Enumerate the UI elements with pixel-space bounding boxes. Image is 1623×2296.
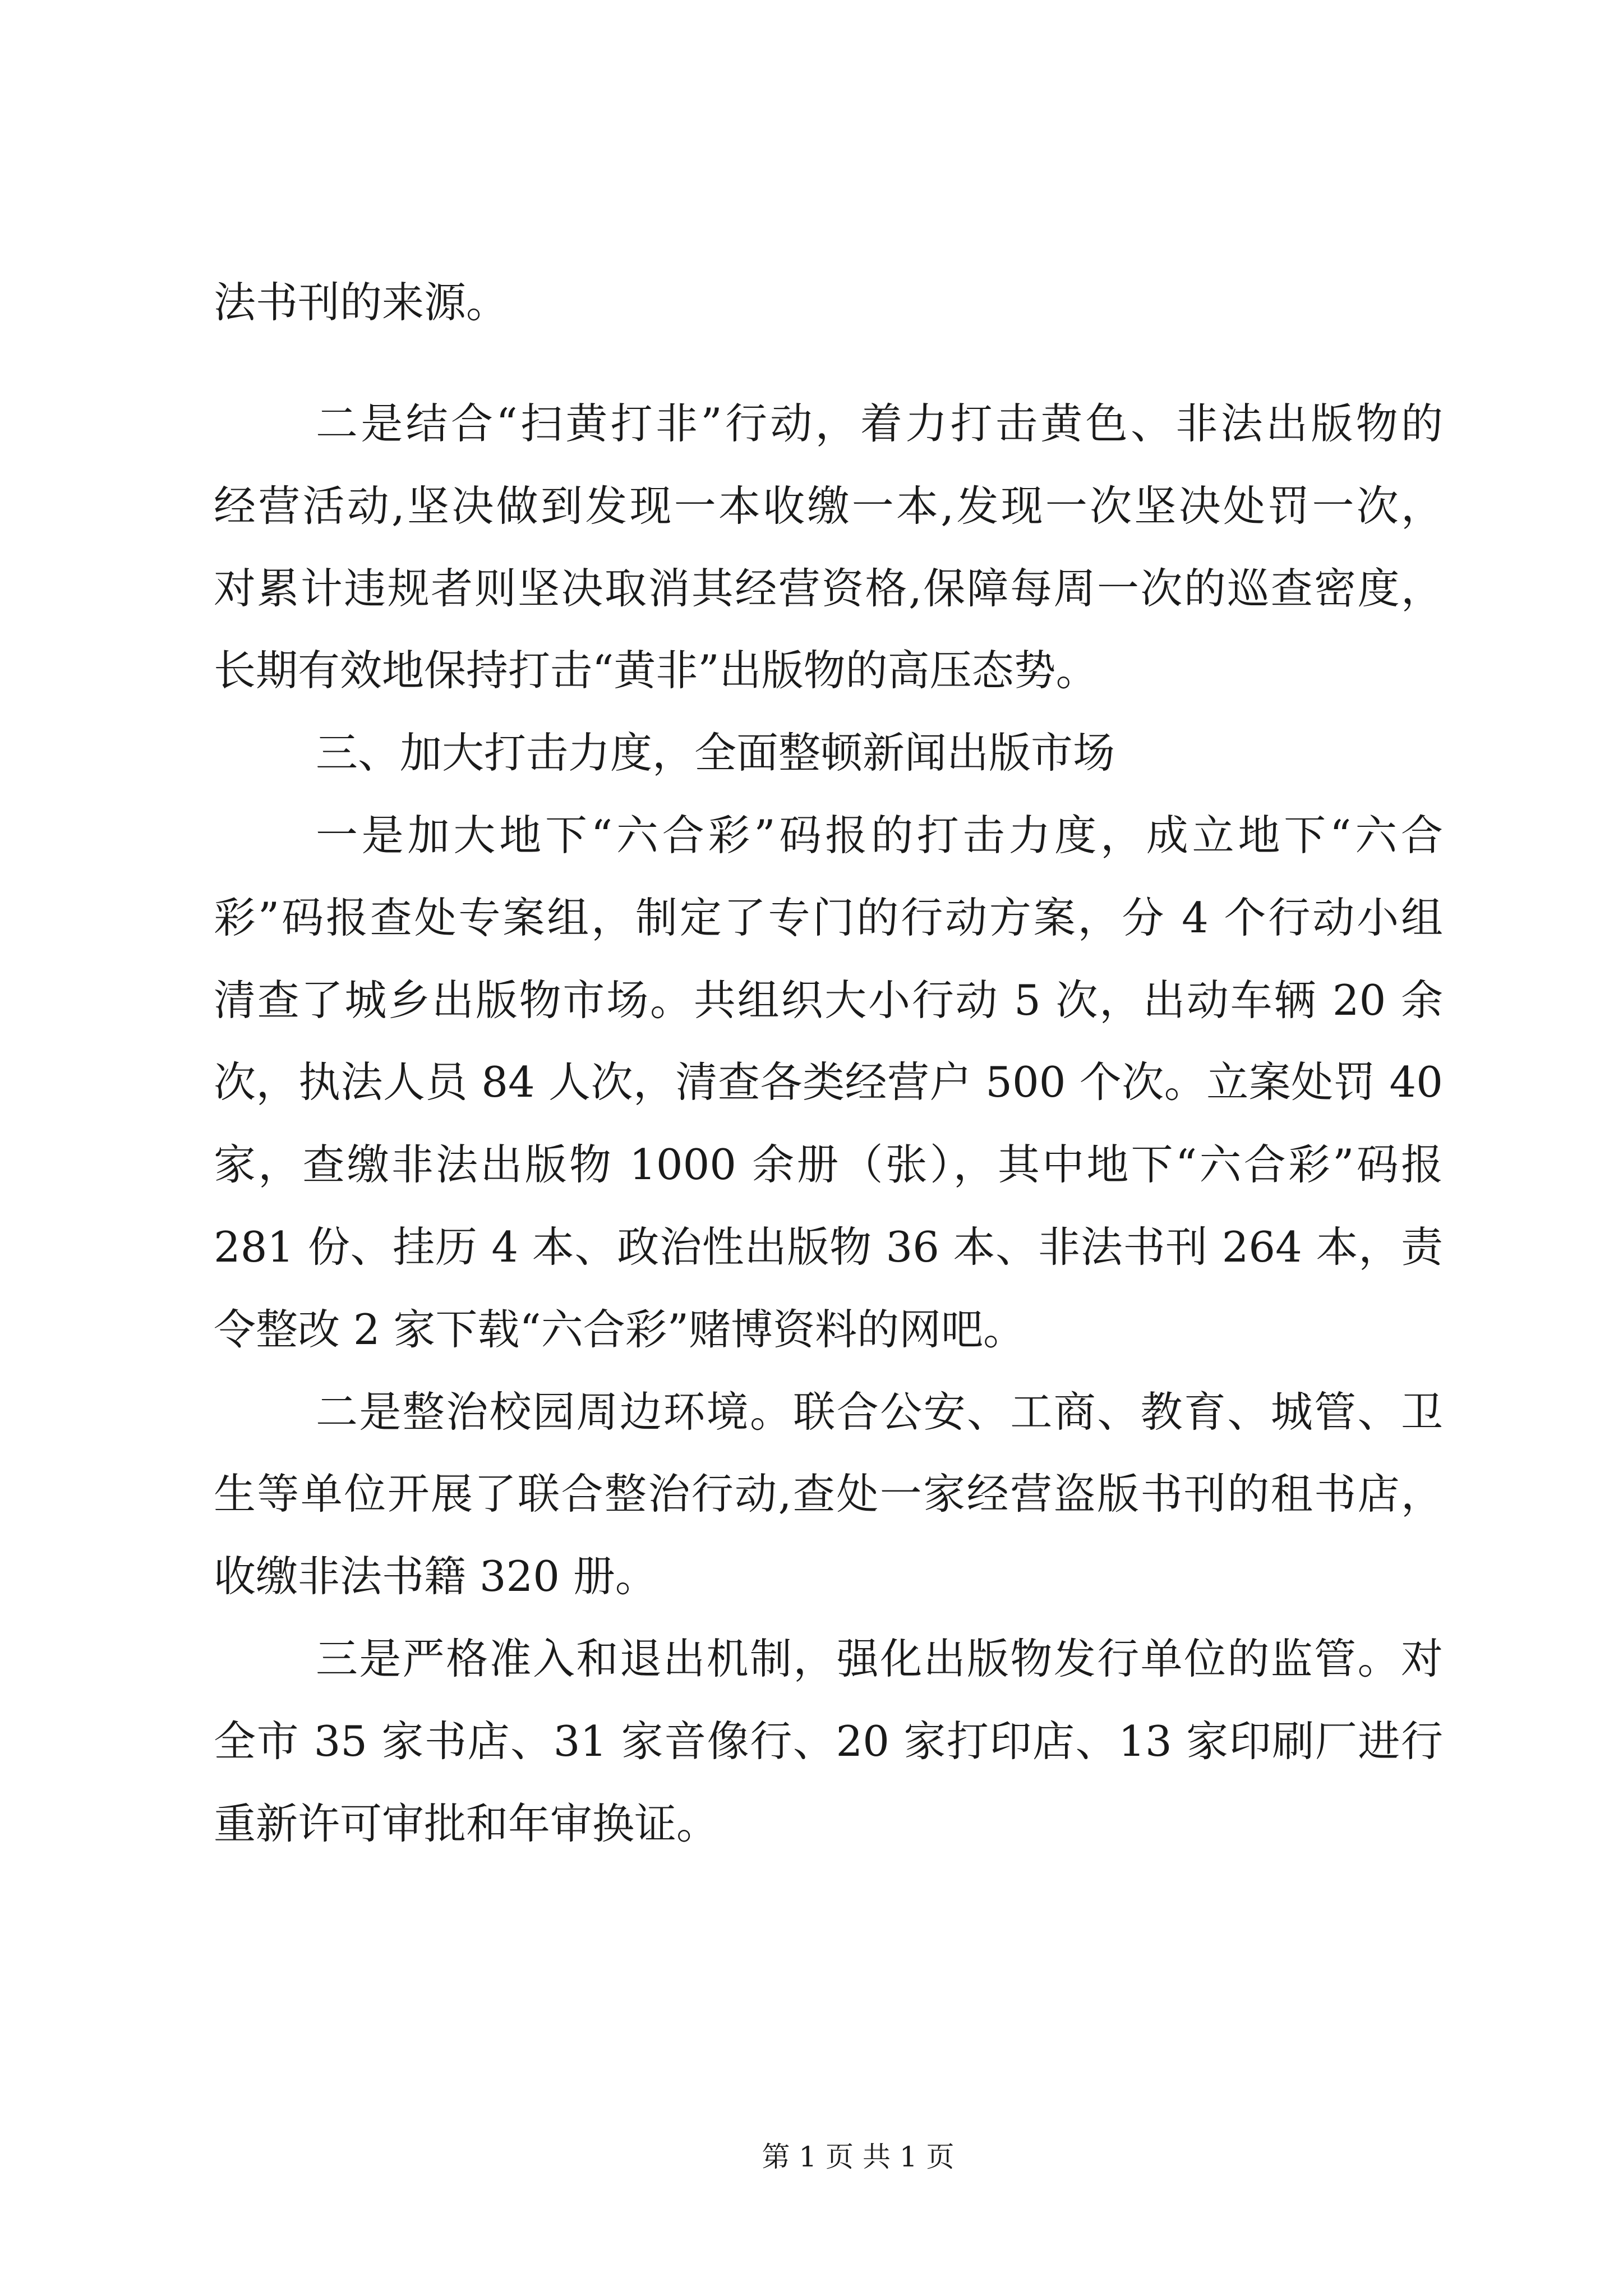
text-line: 令整改 2 家下载“六合彩”赌博资料的网吧。: [214, 1304, 1026, 1354]
paragraph: [214, 794, 1443, 1371]
text-line: 家，查缴非法出版物 1000 余册（张），其中地下“六合彩”码报: [214, 1140, 1443, 1190]
section-heading: [214, 712, 1443, 794]
text-line: 一是加大地下“六合彩”码报的打击力度，成立地下“六合: [316, 810, 1443, 860]
paragraph: [214, 1618, 1443, 1865]
text-line: 清查了城乡出版物市场。共组织大小行动 5 次，出动车辆 20 余: [214, 975, 1443, 1025]
text-line: 二是整治校园周边环境。联合公安、工商、教育、城管、卫: [316, 1387, 1443, 1437]
page-footer: 第 1 页 共 1 页: [762, 2141, 955, 2173]
paragraph: [214, 383, 1443, 712]
text-line: 法书刊的来源。: [214, 278, 509, 327]
text-line: 对累计违规者则坚决取消其经营资格,保障每周一次的巡查密度，: [214, 563, 1443, 613]
text-line: 收缴非法书籍 320 册。: [214, 1552, 657, 1602]
text-line: 全市 35 家书店、31 家音像行、20 家打印店、13 家印刷厂进行: [214, 1716, 1443, 1766]
text-line: 长期有效地保持打击“黄非”出版物的高压态势。: [214, 646, 1098, 696]
text-line: 三是严格准入和退出机制，强化出版物发行单位的监管。对: [316, 1634, 1443, 1683]
body-text: [214, 383, 1443, 1865]
text-line: 三、加大打击力度，全面整顿新闻出版市场: [316, 728, 1115, 778]
text-line: 生等单位开展了联合整治行动,查处一家经营盗版书刊的租书店，: [214, 1469, 1443, 1519]
text-line: 次，执法人员 84 人次，清查各类经营户 500 个次。立案处罚 40: [214, 1057, 1443, 1107]
text-line: 彩”码报查处专案组，制定了专门的行动方案，分 4 个行动小组: [214, 892, 1443, 942]
text-line: 281 份、挂历 4 本、政治性出版物 36 本、非法书刊 264 本，责: [214, 1222, 1443, 1272]
paragraph: [214, 1371, 1443, 1618]
text-line: 二是结合“扫黄打非”行动，着力打击黄色、非法出版物的: [316, 399, 1443, 448]
text-line: 重新许可审批和年审换证。: [214, 1798, 719, 1848]
text-line: 经营活动,坚决做到发现一本收缴一本,发现一次坚决处罚一次，: [214, 481, 1443, 531]
paragraph: [214, 261, 1443, 344]
